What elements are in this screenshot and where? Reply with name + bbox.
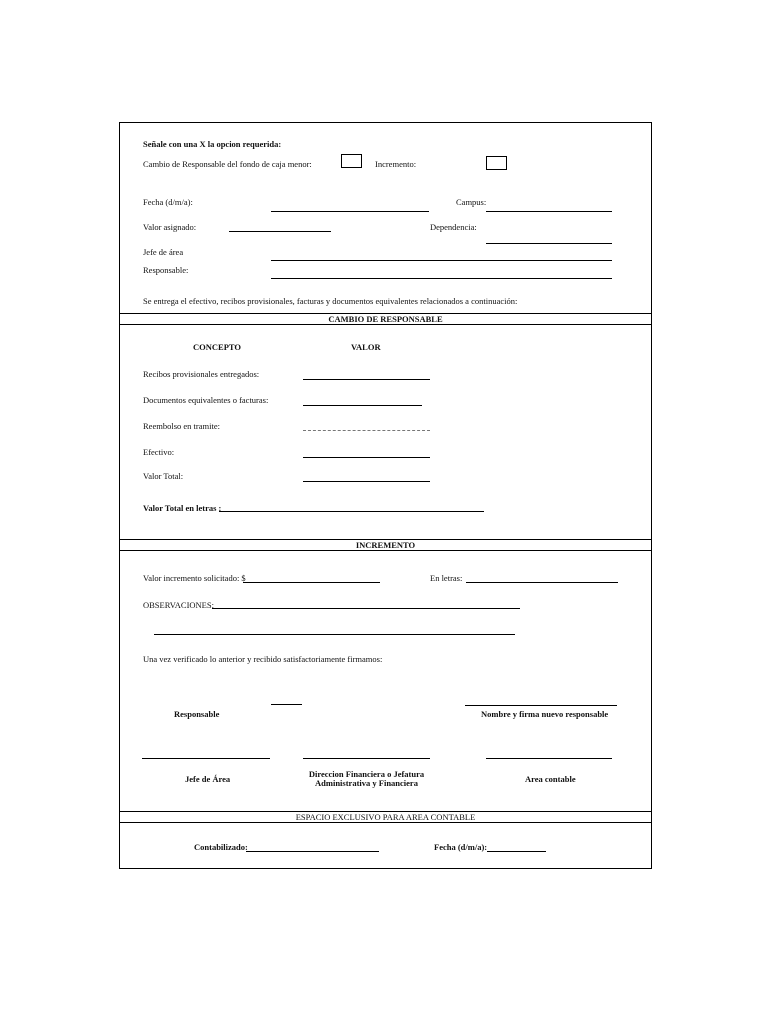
en-letras-field[interactable]: [466, 582, 618, 583]
sig-direccion-line2: Administrativa y Financiera: [315, 778, 418, 788]
sig-responsable-label: Responsable: [174, 709, 220, 719]
valor-letras-label: Valor Total en letras :: [143, 503, 222, 513]
incremento-section-title: INCREMENTO: [355, 540, 416, 550]
valor-letras-field[interactable]: [219, 511, 484, 512]
campus-field[interactable]: [486, 211, 612, 212]
sig-area-contable-label: Area contable: [525, 774, 576, 784]
direccion-signature-line[interactable]: [303, 758, 430, 759]
cambio-section-header: [119, 313, 652, 325]
efectivo-label: Efectivo:: [143, 447, 175, 457]
nuevo-responsable-signature-line[interactable]: [465, 705, 617, 706]
reembolso-label: Reembolso en tramite:: [143, 421, 220, 431]
jefe-area-signature-line[interactable]: [142, 758, 270, 759]
sig-nuevo-responsable-label: Nombre y firma nuevo responsable: [481, 709, 609, 719]
incremento-checkbox[interactable]: [486, 156, 507, 170]
contable-section-header: [119, 811, 652, 823]
firmamos-note: Una vez verificado lo anterior y recibido satisfactoriamente firmamos:: [143, 654, 383, 664]
form-frame: [119, 122, 652, 869]
documentos-label: Documentos equivalentes o facturas:: [143, 395, 269, 405]
entrega-note: Se entrega el efectivo, recibos provisionales, facturas y documentos equivalentes relacionados a continuación:: [143, 296, 518, 306]
fecha-field[interactable]: [271, 211, 429, 212]
valor-solicitado-field[interactable]: [243, 582, 380, 583]
dependencia-label: Dependencia:: [430, 222, 477, 232]
campus-label: Campus:: [456, 197, 487, 207]
valor-total-label: Valor Total:: [143, 471, 184, 481]
responsable-label: Responsable:: [143, 265, 189, 275]
jefe-area-label: Jefe de área: [143, 247, 184, 257]
instruction-text: Señale con una X la opcion requerida:: [143, 139, 282, 149]
valor-asignado-field[interactable]: [229, 231, 331, 232]
en-letras-label: En letras:: [430, 573, 463, 583]
cambio-checkbox[interactable]: [341, 154, 362, 168]
fecha-label: Fecha (d/m/a):: [143, 197, 193, 207]
reembolso-field[interactable]: [303, 430, 430, 431]
observaciones-label: OBSERVACIONES:: [143, 600, 214, 610]
contabilizado-field[interactable]: [246, 851, 379, 852]
valor-header: VALOR: [351, 342, 381, 352]
recibos-field[interactable]: [303, 379, 430, 380]
responsable-field[interactable]: [271, 278, 612, 279]
efectivo-field[interactable]: [303, 457, 430, 458]
responsable-signature-line[interactable]: [271, 704, 302, 705]
dependencia-field[interactable]: [486, 243, 612, 244]
contable-fecha-field[interactable]: [487, 851, 546, 852]
valor-asignado-label: Valor asignado:: [143, 222, 197, 232]
observaciones-field-2[interactable]: [154, 634, 515, 635]
valor-solicitado-label: Valor incremento solicitado: $: [143, 573, 246, 583]
sig-direccion-line1: Direccion Financiera o Jefatura: [308, 769, 425, 779]
valor-total-field[interactable]: [303, 481, 430, 482]
contable-section-title: ESPACIO EXCLUSIVO PARA AREA CONTABLE: [295, 812, 476, 822]
contabilizado-label: Contabilizado:: [194, 842, 248, 852]
documentos-field[interactable]: [303, 405, 422, 406]
area-contable-signature-line[interactable]: [486, 758, 612, 759]
cambio-section-title: CAMBIO DE RESPONSABLE: [328, 314, 443, 324]
recibos-label: Recibos provisionales entregados:: [143, 369, 260, 379]
jefe-area-field[interactable]: [271, 260, 612, 261]
observaciones-field-1[interactable]: [212, 608, 520, 609]
sig-jefe-area-label: Jefe de Área: [185, 774, 231, 784]
cambio-option-label: Cambio de Responsable del fondo de caja menor:: [143, 159, 312, 169]
contable-fecha-label: Fecha (d/m/a):: [434, 842, 488, 852]
incremento-option-label: Incremento:: [375, 159, 417, 169]
concepto-header: CONCEPTO: [193, 342, 242, 352]
incremento-section-header: [119, 539, 652, 551]
